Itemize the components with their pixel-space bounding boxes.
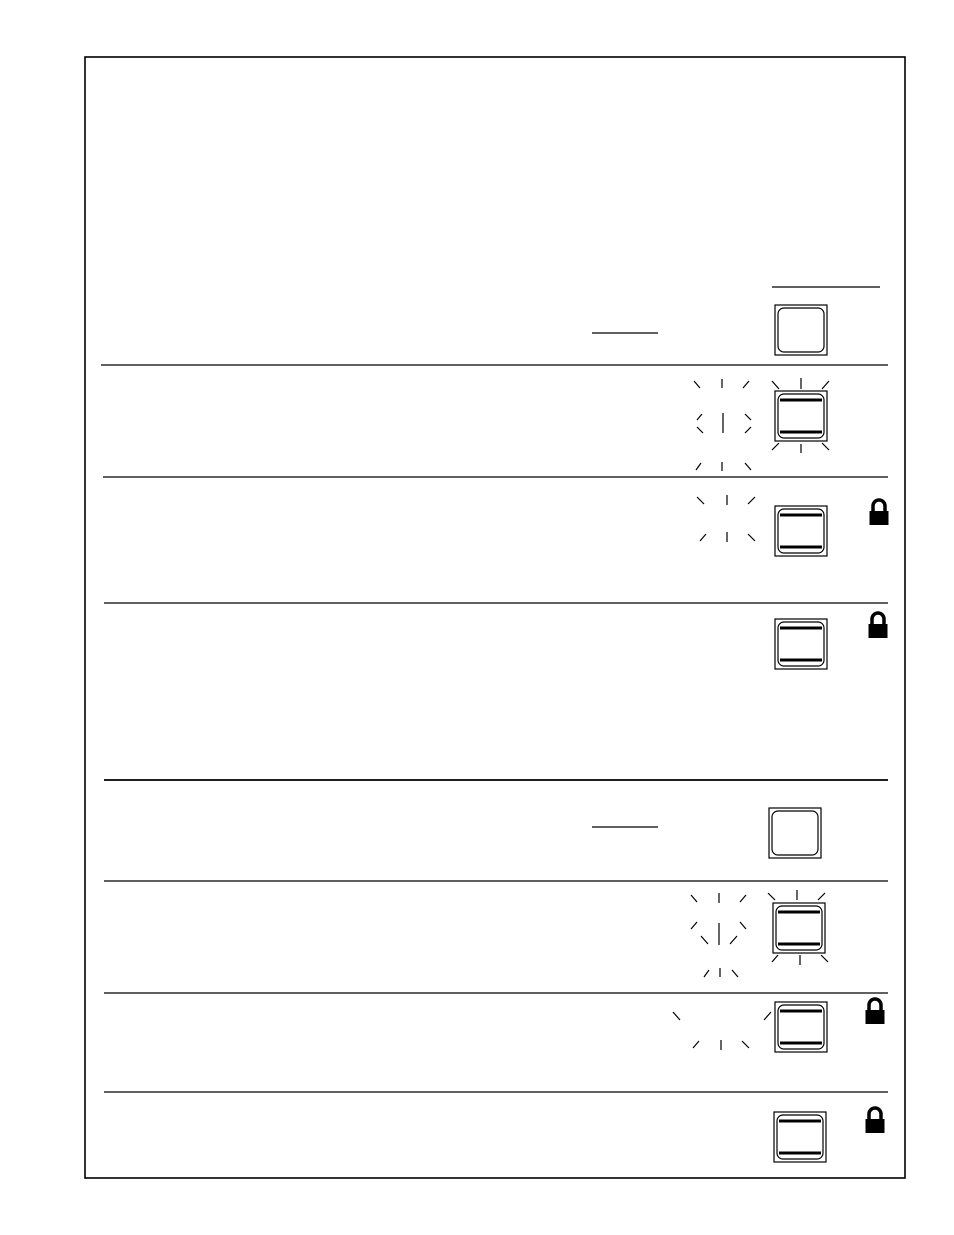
row-3 <box>697 495 889 556</box>
row-2 <box>694 378 829 471</box>
row-7 <box>673 999 885 1052</box>
row-5 <box>592 808 821 858</box>
partial-burst-icon <box>673 1012 771 1050</box>
key-bars-icon <box>774 1112 826 1162</box>
lower-section <box>104 808 888 1162</box>
upper-section <box>101 305 889 669</box>
key-bars-icon <box>775 619 827 669</box>
lock-icon <box>866 1108 885 1133</box>
row-8 <box>774 1108 885 1162</box>
row-1 <box>592 305 827 355</box>
row-6 <box>691 890 828 977</box>
partial-burst-icon <box>697 495 755 542</box>
key-bars-icon <box>773 903 825 953</box>
key-bars-icon <box>775 506 827 556</box>
lock-icon <box>870 500 889 525</box>
key-plain-icon <box>769 808 821 858</box>
lock-icon <box>866 999 885 1024</box>
key-bars-icon <box>775 391 827 441</box>
row-4 <box>775 613 888 669</box>
key-bars-icon <box>775 1002 827 1052</box>
key-plain-icon <box>775 305 827 355</box>
lock-icon <box>869 613 888 638</box>
